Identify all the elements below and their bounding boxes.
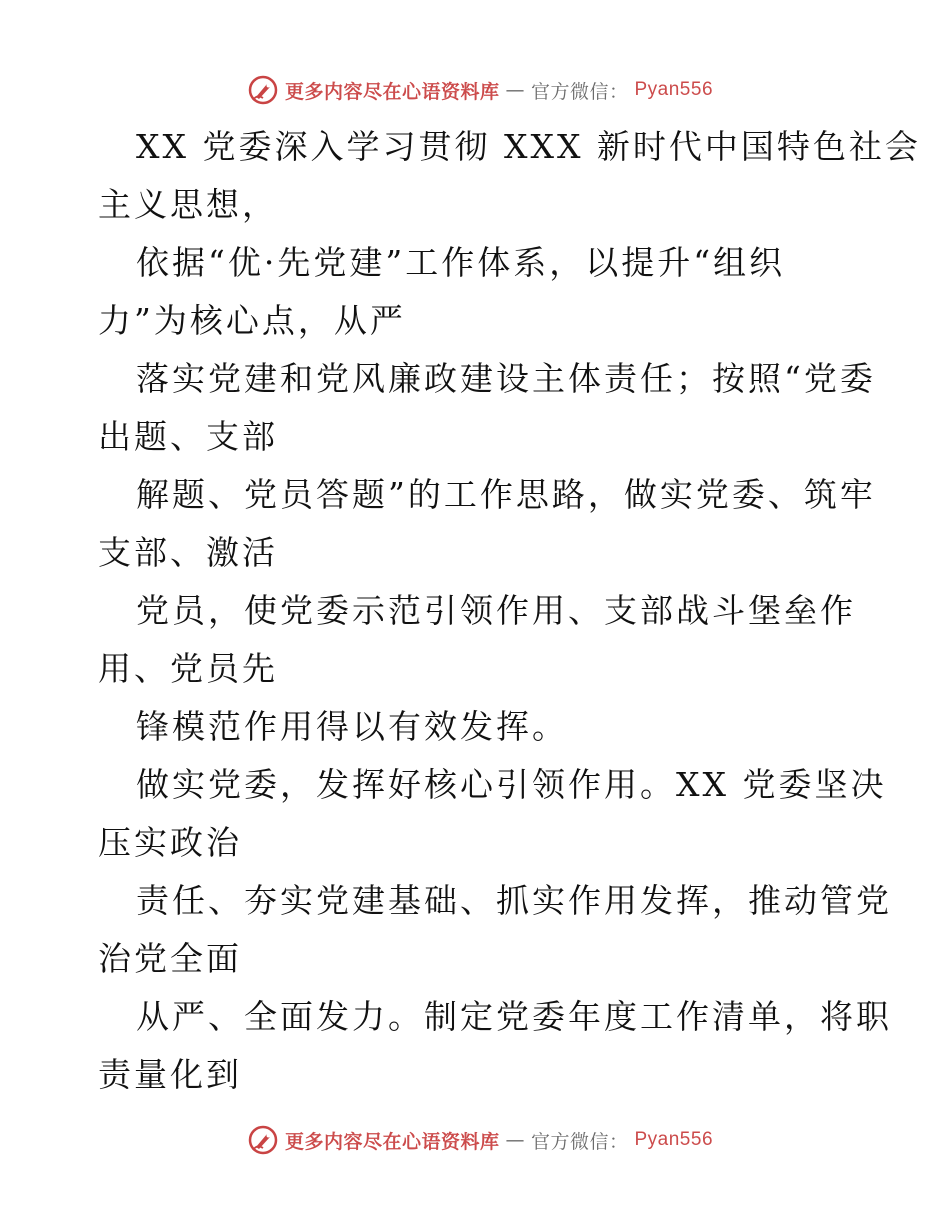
- banner-wechat-label: 官方微信：: [530, 1130, 629, 1153]
- banner-wechat-id: Pyan556: [634, 1129, 714, 1150]
- text-line: 治党全面: [98, 939, 242, 978]
- text-line: 锋模范作用得以有效发挥。: [136, 707, 568, 746]
- text-line: XX 党委深入学习贯彻 XXX 新时代中国特色社会: [136, 127, 921, 166]
- text-line: 从严、全面发力。制定党委年度工作清单，将职: [136, 997, 892, 1036]
- banner-library-text: 更多内容尽在心语资料库: [284, 1130, 500, 1153]
- text-line: 党员，使党委示范引领作用、支部战斗堡垒作: [136, 591, 856, 630]
- footer-banner: [0, 1120, 950, 1160]
- text-line: 解题、党员答题”的工作思路，做实党委、筑牢: [136, 475, 876, 514]
- document-body: [98, 118, 921, 1104]
- text-line: 主义思想，: [98, 185, 278, 224]
- banner-separator: —: [505, 79, 525, 101]
- text-line: 力”为核心点，从严: [98, 301, 406, 340]
- text-line: 支部、激活: [98, 533, 278, 572]
- text-line: 依据“优·先党建”工作体系，以提升“组织: [136, 243, 786, 282]
- header-banner: [0, 70, 950, 110]
- text-line: 出题、支部: [98, 417, 278, 456]
- header-banner-inner: [247, 74, 713, 106]
- banner-separator: —: [505, 1129, 525, 1151]
- banner-library-text: 更多内容尽在心语资料库: [284, 80, 500, 103]
- pen-nib-logo-icon: [247, 74, 279, 106]
- pen-nib-logo-icon: [247, 1124, 279, 1156]
- footer-banner-inner: [247, 1124, 713, 1156]
- text-line: 做实党委，发挥好核心引领作用。XX 党委坚决: [136, 765, 887, 804]
- text-line: 落实党建和党风廉政建设主体责任；按照“党委: [136, 359, 876, 398]
- banner-wechat-label: 官方微信：: [530, 80, 629, 103]
- banner-wechat-id: Pyan556: [634, 79, 714, 100]
- text-line: 用、党员先: [98, 649, 278, 688]
- text-line: 责量化到: [98, 1055, 242, 1094]
- text-line: 责任、夯实党建基础、抓实作用发挥，推动管党: [136, 881, 892, 920]
- text-line: 压实政治: [98, 823, 242, 862]
